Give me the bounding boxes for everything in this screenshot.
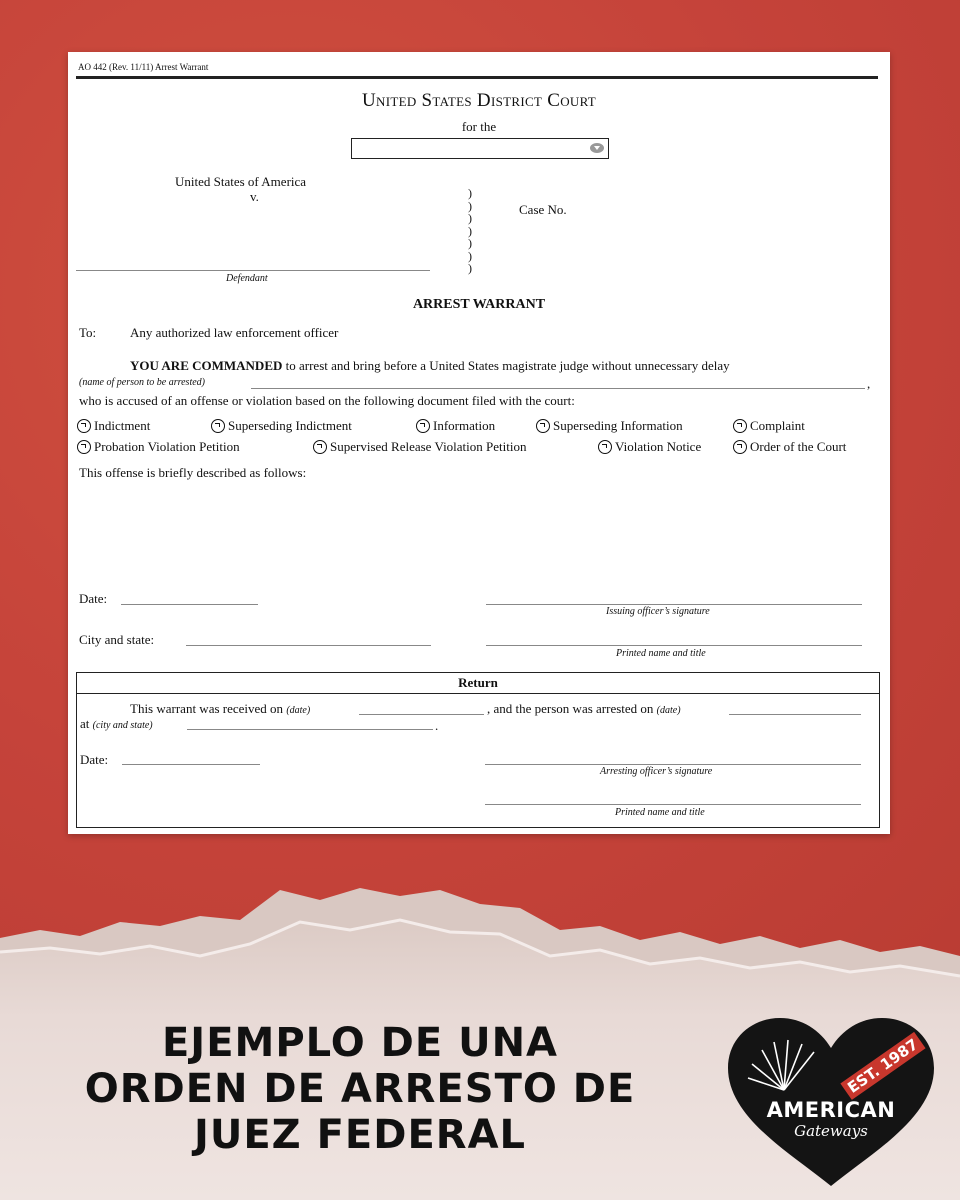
option-information[interactable]	[416, 418, 495, 434]
checkbox-icon[interactable]	[416, 419, 430, 433]
option-order-of-court[interactable]	[733, 439, 846, 455]
printed-name-label: Printed name and title	[616, 648, 706, 659]
comma: ,	[867, 376, 871, 391]
district-select[interactable]	[351, 138, 609, 159]
header-rule	[76, 76, 878, 79]
return-date-field[interactable]	[122, 764, 260, 765]
caption-line-1: EJEMPLO DE UNA	[161, 1020, 558, 1066]
option-superseding-information[interactable]	[536, 418, 683, 434]
accused-text: who is accused of an offense or violation based on the following document filed with the court:	[79, 393, 575, 408]
checkbox-icon[interactable]	[733, 440, 747, 454]
return-printed-name-label: Printed name and title	[615, 807, 705, 818]
commanded-rest: to arrest and bring before a United States magistrate judge without unnecessary delay	[285, 358, 730, 373]
received-line	[130, 701, 310, 717]
date-field[interactable]	[121, 604, 258, 605]
option-label: Probation Violation Petition	[94, 439, 240, 454]
logo-name: AMERICAN	[766, 1098, 896, 1122]
option-violation-notice[interactable]	[598, 439, 701, 455]
form-code: AO 442 (Rev. 11/11) Arrest Warrant	[78, 62, 209, 72]
warrant-title: ARREST WARRANT	[412, 297, 546, 312]
arrested-text: , and the person was arrested on	[487, 701, 654, 716]
to-label: To:	[79, 325, 97, 340]
commanded-bold: YOU ARE COMMANDED	[130, 358, 283, 373]
case-no-label: Case No.	[519, 202, 567, 217]
checkbox-icon[interactable]	[598, 440, 612, 454]
plaintiff-label: United States of America	[175, 174, 307, 189]
issuing-signature-line[interactable]	[486, 604, 862, 605]
offense-label: This offense is briefly described as follows:	[79, 465, 307, 480]
return-section	[76, 672, 880, 828]
logo-script: Gateways	[794, 1122, 868, 1140]
at-label: at	[80, 716, 90, 731]
option-superseding-indictment[interactable]	[211, 418, 352, 434]
commanded-line	[130, 358, 730, 374]
option-label: Violation Notice	[615, 439, 702, 454]
caption-brackets: ) ) ) ) ) ) )	[468, 186, 472, 275]
return-date-label: Date:	[80, 752, 109, 767]
american-gateways-logo	[722, 1014, 940, 1190]
received-text: This warrant was received on	[130, 701, 284, 716]
defendant-line	[76, 270, 430, 271]
option-supervised-release[interactable]	[313, 439, 526, 455]
caption-line-3: JUEZ FEDERAL	[193, 1112, 527, 1158]
versus-label: v.	[250, 189, 259, 204]
return-printed-name-line[interactable]	[485, 804, 861, 805]
for-the-label: for the	[461, 119, 497, 134]
city-state-hint: (city and state)	[92, 720, 153, 731]
checkbox-icon[interactable]	[77, 419, 91, 433]
period: .	[435, 718, 439, 733]
option-label: Supervised Release Violation Petition	[330, 439, 527, 454]
option-label: Complaint	[750, 418, 805, 433]
arresting-signature-line[interactable]	[485, 764, 861, 765]
printed-name-line[interactable]	[486, 645, 862, 646]
option-label: Superseding Information	[553, 418, 683, 433]
checkbox-icon[interactable]	[77, 440, 91, 454]
option-label: Superseding Indictment	[228, 418, 352, 433]
arresting-signature-label: Arresting officer’s signature	[600, 766, 713, 777]
est-badge: EST. 1987	[840, 1032, 925, 1100]
caption-line-2: ORDEN DE ARRESTO DE	[84, 1066, 636, 1112]
option-indictment[interactable]	[77, 418, 150, 434]
option-probation-violation[interactable]	[77, 439, 240, 455]
checkbox-icon[interactable]	[313, 440, 327, 454]
option-complaint[interactable]	[733, 418, 805, 434]
arrest-location-field[interactable]	[187, 729, 433, 730]
option-label: Indictment	[94, 418, 151, 433]
person-name-field[interactable]	[251, 388, 865, 389]
date-label: Date:	[79, 591, 108, 606]
city-state-label: City and state:	[79, 632, 155, 647]
checkbox-icon[interactable]	[211, 419, 225, 433]
issuing-signature-label: Issuing officer’s signature	[606, 606, 710, 617]
arrested-date-field[interactable]	[729, 714, 861, 715]
date-hint: (date)	[656, 705, 681, 716]
defendant-label: Defendant	[226, 273, 268, 284]
option-label: Information	[433, 418, 496, 433]
caption-heading	[40, 1020, 680, 1158]
return-heading: Return	[77, 673, 879, 694]
chevron-down-icon[interactable]	[590, 143, 604, 153]
at-line	[80, 716, 153, 732]
arrest-warrant-document	[68, 52, 890, 834]
option-label: Order of the Court	[750, 439, 847, 454]
city-state-field[interactable]	[186, 645, 431, 646]
to-value: Any authorized law enforcement officer	[130, 325, 339, 340]
court-title: United States District Court	[362, 90, 596, 111]
person-label: (name of person to be arrested)	[79, 377, 205, 388]
arrested-line	[487, 701, 681, 717]
checkbox-icon[interactable]	[733, 419, 747, 433]
received-date-field[interactable]	[359, 714, 484, 715]
checkbox-icon[interactable]	[536, 419, 550, 433]
date-hint: (date)	[286, 705, 311, 716]
